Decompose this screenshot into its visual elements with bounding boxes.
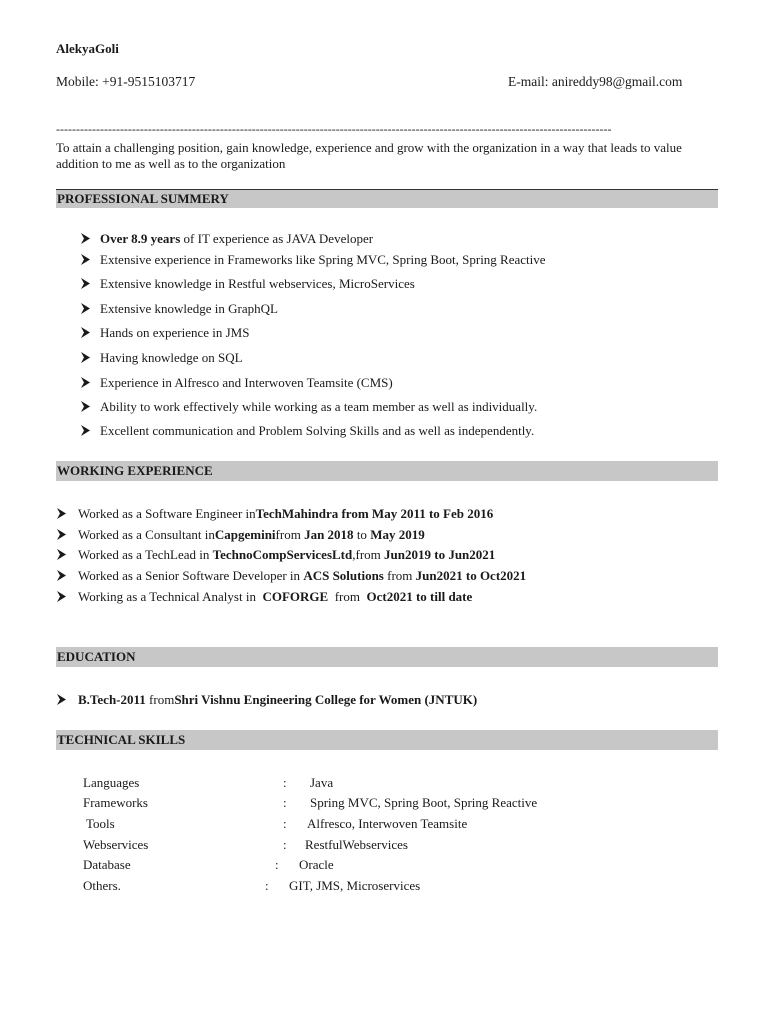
skill-separator: : [283, 837, 287, 852]
skill-category: Database [83, 857, 131, 872]
list-item [56, 568, 526, 584]
experience-highlight: Capgemini [214, 527, 276, 542]
list-item [80, 276, 415, 292]
table-row [83, 775, 643, 793]
skill-separator: : [283, 775, 287, 790]
summary-text: of IT experience as JAVA Developer [180, 231, 374, 246]
experience-text: Worked as a TechLead in [78, 547, 213, 562]
experience-text: from [383, 568, 416, 583]
skill-value: Alfresco, Interwoven Teamsite [307, 816, 468, 831]
dashed-divider: ------------------------------------------------------------------------------------------------------------------------------------------- [56, 122, 612, 136]
skill-value: Oracle [299, 857, 334, 872]
education-degree: B.Tech-2011 [78, 692, 146, 707]
summary-text: Extensive knowledge in GraphQL [100, 301, 278, 316]
list-item [56, 589, 472, 605]
summary-text: Having knowledge on SQL [100, 350, 243, 365]
experience-highlight: ACS Solutions [303, 568, 384, 583]
skill-category: Others. [83, 878, 121, 893]
experience-highlight: COFORGE [262, 589, 329, 604]
career-objective: To attain a challenging position, gain knowledge, experience and grow with the organization in a way that leads to value addition to me as well as to the organization [56, 140, 682, 171]
section-education [56, 647, 718, 667]
section-technical-skills [56, 730, 718, 750]
skill-value: Java [310, 775, 334, 790]
experience-highlight: Oct2021 to till date [366, 589, 473, 604]
email-address: E-mail: anireddy98@gmail.com [508, 74, 683, 89]
table-row [83, 795, 643, 813]
experience-highlight: TechMahindra from May 2011 to Feb 2016 [255, 506, 494, 521]
arrow-bullet-icon [80, 276, 100, 292]
experience-text: ,from [352, 547, 385, 562]
skill-category: Webservices [83, 837, 149, 852]
list-item [80, 375, 393, 391]
summary-text: Experience in Alfresco and Interwoven Teamsite (CMS) [100, 375, 393, 390]
experience-text: Working as a Technical Analyst in [78, 589, 263, 604]
table-row [83, 816, 643, 834]
summary-text: Ability to work effectively while working as a team member as well as individually. [100, 399, 538, 414]
skill-separator: : [275, 857, 279, 872]
list-item [80, 350, 243, 366]
experience-highlight: Jun2021 to Oct2021 [415, 568, 527, 583]
summary-highlight: Over 8.9 years [100, 231, 181, 246]
skill-category: Tools [83, 816, 115, 831]
list-item [80, 301, 278, 317]
arrow-bullet-icon [80, 399, 100, 415]
table-row [83, 857, 643, 875]
summary-text: Extensive experience in Frameworks like Spring MVC, Spring Boot, Spring Reactive [100, 252, 546, 267]
list-item [56, 506, 493, 522]
arrow-bullet-icon [56, 692, 78, 708]
experience-text: to [353, 527, 371, 542]
section-title: WORKING EXPERIENCE [57, 463, 213, 478]
summary-text: Extensive knowledge in Restful webservices, MicroServices [100, 276, 415, 291]
list-item [80, 252, 546, 268]
section-title: PROFESSIONAL SUMMERY [57, 191, 229, 206]
mobile-number: Mobile: +91-9515103717 [56, 74, 196, 89]
experience-text: Worked as a Senior Software Developer in [78, 568, 304, 583]
section-working-experience [56, 461, 718, 481]
list-item [80, 423, 534, 439]
summary-text: Hands on experience in JMS [100, 325, 250, 340]
arrow-bullet-icon [80, 301, 100, 317]
arrow-bullet-icon [56, 568, 78, 584]
arrow-bullet-icon [56, 527, 78, 543]
list-item [80, 325, 249, 341]
experience-highlight: Jan 2018 [304, 527, 354, 542]
section-title: TECHNICAL SKILLS [57, 732, 186, 747]
experience-text: Worked as a Software Engineer in [78, 506, 256, 521]
experience-highlight: May 2019 [370, 527, 425, 542]
arrow-bullet-icon [56, 506, 78, 522]
list-item [80, 399, 537, 415]
table-row [83, 878, 643, 896]
experience-highlight: Jun2019 to Jun2021 [384, 547, 496, 562]
skill-separator: : [265, 878, 269, 893]
list-item [56, 692, 477, 708]
experience-highlight: TechnoCompServicesLtd [212, 547, 353, 562]
skill-category: Languages [83, 775, 140, 790]
arrow-bullet-icon [80, 252, 100, 268]
arrow-bullet-icon [56, 589, 78, 605]
list-item [56, 527, 425, 543]
skill-value: RestfulWebservices [305, 837, 408, 852]
arrow-bullet-icon [80, 423, 100, 439]
summary-text: Excellent communication and Problem Solving Skills and as well as independently. [100, 423, 535, 438]
candidate-name: AlekyaGoli [56, 41, 119, 56]
experience-text: Worked as a Consultant in [78, 527, 215, 542]
table-row [83, 837, 643, 855]
arrow-bullet-icon [80, 325, 100, 341]
skill-value: GIT, JMS, Microservices [289, 878, 421, 893]
experience-text: from [328, 589, 367, 604]
experience-text: from [275, 527, 305, 542]
skill-separator: : [283, 816, 287, 831]
arrow-bullet-icon [80, 350, 100, 366]
arrow-bullet-icon [80, 231, 100, 247]
skill-value: Spring MVC, Spring Boot, Spring Reactive [310, 795, 538, 810]
skill-separator: : [283, 795, 287, 810]
list-item [80, 231, 373, 247]
skill-category: Frameworks [83, 795, 148, 810]
education-college: Shri Vishnu Engineering College for Women (JNTUK) [174, 692, 478, 707]
arrow-bullet-icon [56, 547, 78, 563]
section-title: EDUCATION [57, 649, 136, 664]
section-professional-summary [56, 189, 718, 208]
education-text: from [145, 692, 175, 707]
list-item [56, 547, 495, 563]
arrow-bullet-icon [80, 375, 100, 391]
